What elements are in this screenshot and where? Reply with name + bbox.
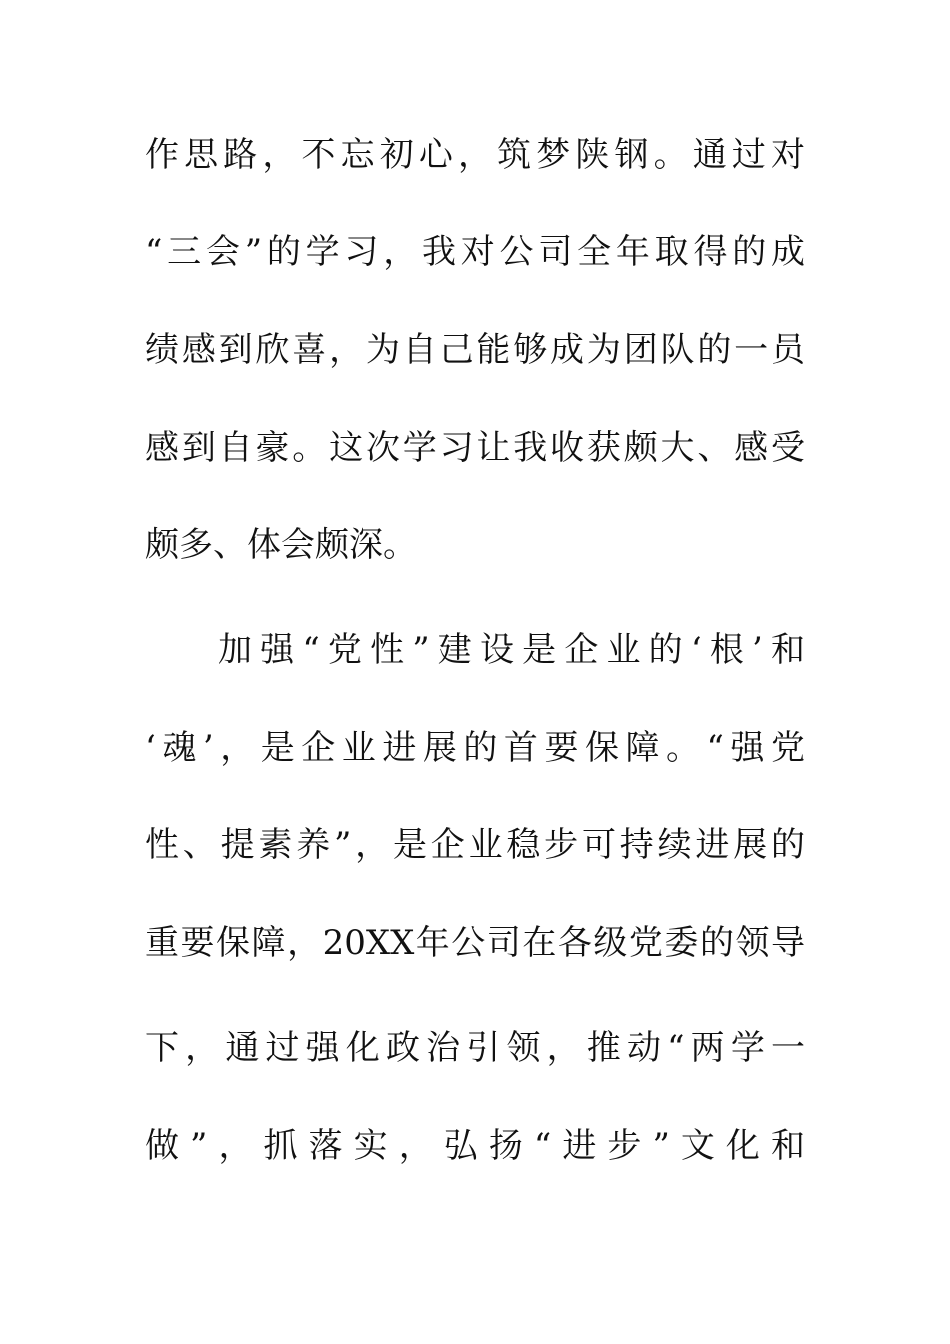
text-line: ‘魂’，是企业进展的首要保障。“强党	[145, 728, 805, 768]
text-line: 作思路，不忘初心，筑梦陕钢。通过对	[145, 135, 805, 175]
text-line: 性、提素养”，是企业稳步可持续进展的	[145, 825, 805, 865]
text-line: 感到自豪。这次学习让我收获颇大、感受	[145, 428, 805, 468]
text-line: 做”，抓落实，弘扬“进步”文化和	[145, 1126, 805, 1166]
paragraph-first-line: 加强“党性”建设是企业的‘根’和	[218, 630, 805, 670]
text-line: 颇多、体会颇深。	[145, 525, 417, 565]
text-line: 绩感到欣喜，为自己能够成为团队的一员	[145, 330, 805, 370]
text-line: 重要保障，20XX年公司在各级党委的领导	[145, 923, 805, 963]
text-line: 下，通过强化政治引领，推动“两学一	[145, 1028, 805, 1068]
text-line: “三会”的学习，我对公司全年取得的成	[145, 232, 805, 272]
